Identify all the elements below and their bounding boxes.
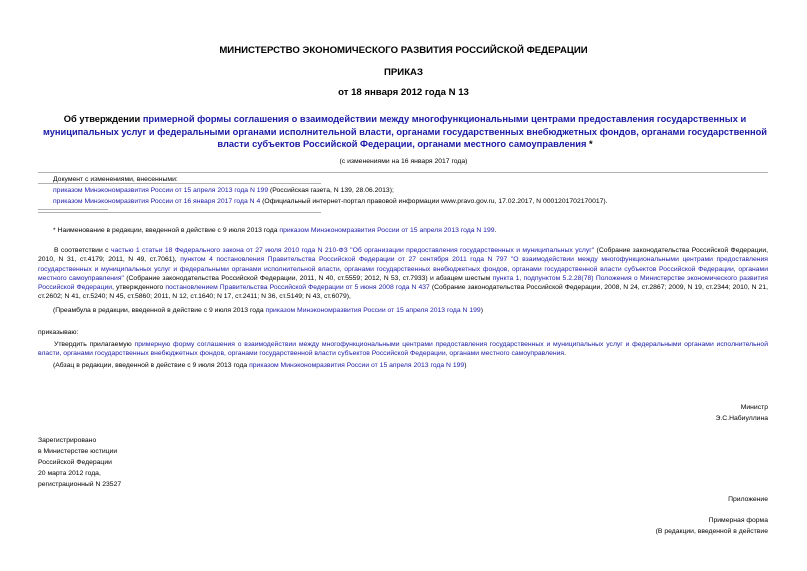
preamble-text-2: (Собрание законодательства Российской Федерации, 2010, N 31, ст.4179; 2011, N 49, ст.7061), (38, 247, 769, 264)
registration-line: Зарегистрировано (38, 437, 97, 444)
preamble-text-4: , утвержденного (112, 284, 166, 292)
preamble-note-end: ) (480, 307, 483, 314)
change-source-1: (Российская газета, N 139, 28.06.2013); (268, 187, 394, 194)
registration-line: Российской Федерации (38, 458, 112, 466)
preamble-text-1: В соответствии с (54, 247, 111, 254)
appendix-label: Приложение (728, 496, 768, 503)
footnote-text: * Наименование в редакции, введенной в действие с 9 июля 2013 года (53, 227, 280, 234)
top-divider (38, 172, 768, 173)
approve-note (53, 361, 466, 370)
approve-text: Утвердить прилагаемую (54, 341, 135, 348)
appendix-form-title: Примерная форма (708, 517, 768, 524)
approve-note-text: (Абзац в редакции, введенной в действие с 9 июля 2013 года (53, 362, 250, 369)
preamble-note-link[interactable]: приказом Минэкономразвития России от 15 апреля 2013 года N 199 (265, 307, 481, 314)
registration-line: регистрационный N 23527 (38, 480, 122, 488)
preamble-link-regulation[interactable]: пункта 1, подпунктом 5.2.28(78) Положения о Министерстве экономического развития Российской Федерации (38, 274, 768, 292)
preamble-link-resolution-797[interactable]: пунктом 4 постановления Правительства Российской Федерации от 27 сентября 2011 года N 797 "О взаимодействии между многофункциональными центрами предоставления государственных и муниципальных услуг и федеральными органами исполнительной власти, органами государственных внебюджетных фондов, органами государственной власти субъектов Российской Федерации, органами местного самоуправления" (38, 256, 768, 282)
changes-line-2 (53, 197, 608, 206)
approve-end: . (564, 350, 566, 358)
title-prefix: Об утверждении (63, 114, 143, 124)
footnote (53, 226, 496, 235)
doc-date-number: от 18 января 2012 года N 13 (338, 87, 469, 98)
change-source-2: (Официальный интернет-портал правовой информации www.pravo.gov.ru, 17.02.2017, N 0001201702170017). (260, 198, 608, 205)
footnote-divider (38, 212, 321, 213)
preamble-link-law[interactable]: частью 1 статьи 18 Федерального закона от 27 июля 2010 года N 210-ФЗ "Об организации предоставления государственных и муниципальных услуг" (110, 247, 595, 254)
preamble (38, 246, 768, 302)
approve-note-end: ) (464, 362, 467, 369)
document-title (42, 113, 768, 151)
appendix-edition-note: (В редакции, введенной в действие (655, 528, 768, 535)
approve-paragraph (38, 340, 768, 359)
approve-link[interactable]: примерную форму соглашения о взаимодействии между многофункциональными центрами предоставления государственных и муниципальных услуг и федеральными органами исполнительной власти, органами государственных внебюджетных фондов, органами государственной власти субъектов Российской Федерации, органами местного самоуправления (38, 341, 769, 358)
registration-line: в Министерстве юстиции (38, 447, 118, 455)
change-link-2[interactable]: приказом Минэкономразвития России от 16 января 2017 года N 4 (53, 198, 261, 205)
preamble-link-resolution-437[interactable]: постановлением Правительства Российской Федерации от 5 июня 2008 года N 437 (165, 284, 430, 292)
signature-name: Э.С.Набиуллина (715, 415, 768, 422)
preamble-note-text: (Преамбула в редакции, введенной в действие с 9 июля 2013 года (53, 307, 266, 314)
title-link[interactable]: примерной формы соглашения о взаимодействии между многофункциональными центрами предоставления государственных и муниципальных услуг и федеральными органами исполнительной власти, органами государственных внебюджетных фондов, органами государственной власти субъектов Российской Федерации, органами местного самоуправления (43, 114, 767, 149)
signature-role: Министр (740, 404, 768, 411)
preamble-text-3: (Собрание законодательства Российской Федерации, 2011, N 40, ст.5559; 2012, N 53, ст.7933) и абзацем шестым (123, 274, 493, 282)
title-suffix: * (586, 139, 593, 149)
order-word: приказываю: (38, 329, 79, 336)
approve-note-link[interactable]: приказом Минэкономразвития России от 15 апреля 2013 года N 199 (249, 362, 465, 369)
changes-intro: Документ с изменениями, внесенными: (53, 176, 178, 183)
footnote-link[interactable]: приказом Минэкономразвития России от 15 апреля 2013 года N 199 (279, 227, 495, 234)
changes-line-1 (53, 186, 394, 195)
preamble-text-5: (Собрание законодательства Российской Федерации, 2008, N 24, ст.2867; 2009, N 19, ст.2344; 2010, N 21, ст.2602; N 41, ст.5240; N 45, ст.5860; 2011, N 12, ст.1640; N 17, ст.2411; N 36, ст.5149; N 43, ст.6079), (38, 284, 768, 301)
doc-type: ПРИКАЗ (384, 67, 423, 78)
edition-note: (с изменениями на 16 января 2017 года) (339, 158, 468, 165)
registration-line: 20 марта 2012 года, (38, 469, 101, 477)
changes-divider (38, 183, 321, 184)
short-divider (38, 209, 108, 210)
footnote-end: . (494, 227, 497, 234)
ministry-name: МИНИСТЕРСТВО ЭКОНОМИЧЕСКОГО РАЗВИТИЯ РОССИЙСКОЙ ФЕДЕРАЦИИ (219, 45, 588, 56)
registration-block (38, 436, 121, 489)
preamble-note (53, 306, 483, 315)
change-link-1[interactable]: приказом Минэкономразвития России от 15 апреля 2013 года N 199 (53, 187, 269, 194)
